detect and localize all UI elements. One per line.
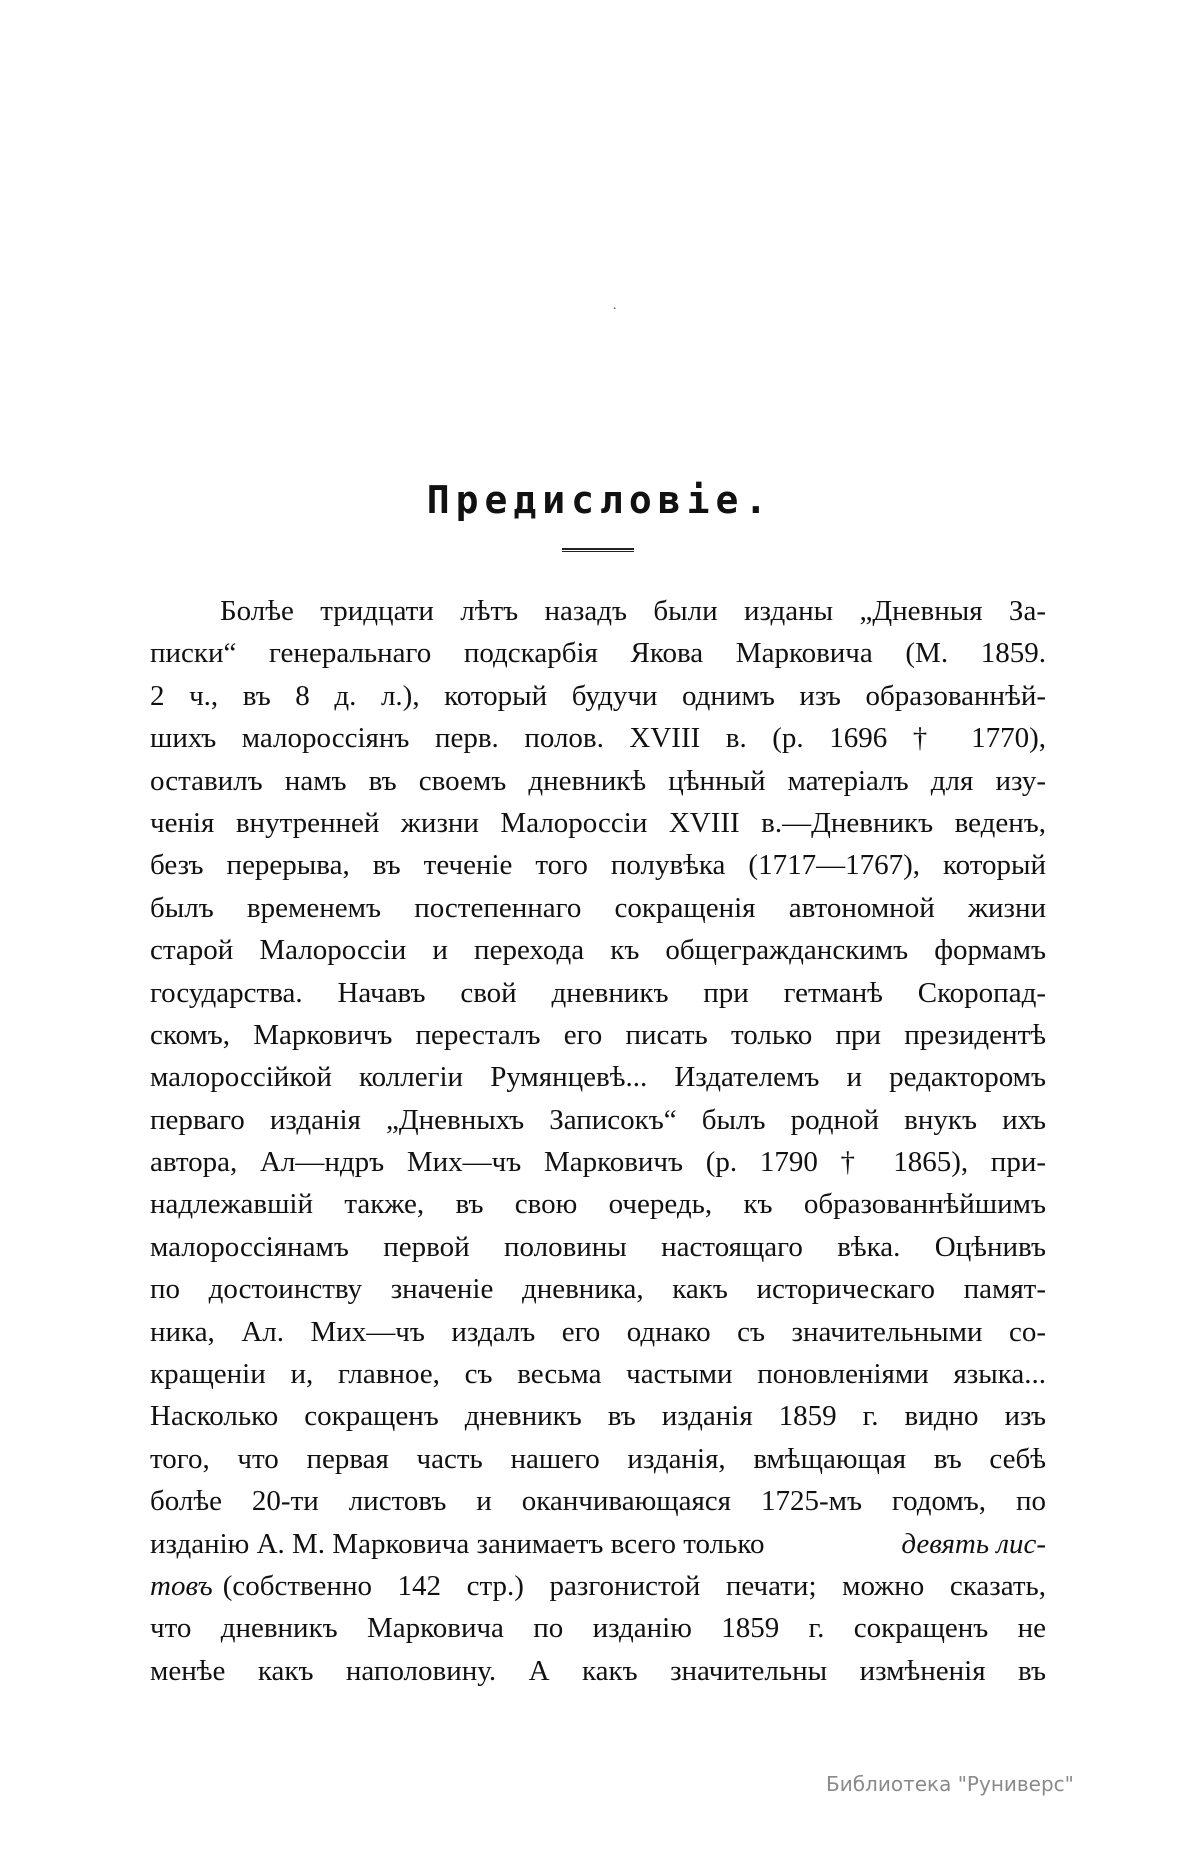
text-line: писки“ генеральнаго подскарбія Якова Марковича (М. 1859.	[150, 637, 1046, 670]
text-line: автора, Ал—ндръ Мих—чъ Марковичъ (р. 1790 † 1865), при-	[150, 1146, 1046, 1179]
library-watermark: Библиотека "Руниверс"	[826, 1772, 1074, 1796]
text-line: ченія внутренней жизни Малороссіи XVIII в.—Дневникъ веденъ,	[150, 806, 1046, 839]
text-line: малороссійкой коллегіи Румянцевѣ... Издателемъ и редакторомъ	[150, 1061, 1046, 1094]
text-line: Болѣе тридцати лѣтъ назадъ были изданы „Дневныя За-	[220, 595, 1046, 627]
text-line: ника, Ал. Мих—чъ издалъ его однако съ значительными со-	[150, 1315, 1046, 1348]
text-line: безъ перерыва, въ теченіе того полувѣка (1717—1767), который	[150, 849, 1046, 882]
text-line: малороссіянамъ первой половины настоящаго вѣка. Оцѣнивъ	[150, 1230, 1046, 1263]
text-line: старой Малороссіи и перехода къ общегражданскимъ формамъ	[150, 934, 1046, 967]
text-line: шихъ малороссіянъ перв. полов. XVIII в. (р. 1696 † 1770),	[150, 722, 1046, 755]
italic-phrase: товъ	[150, 1569, 213, 1602]
italic-phrase: девять лис-	[901, 1527, 1046, 1560]
text-line: кращеніи и, главное, съ весьма частыми поновленіями языка...	[150, 1358, 1046, 1391]
text-line: оставилъ намъ въ своемъ дневникѣ цѣнный матеріалъ для изу-	[150, 764, 1046, 797]
text-line: 2 ч., въ 8 д. л.), который будучи однимъ изъ образованнѣй-	[150, 679, 1046, 712]
text-line: что дневникъ Марковича по изданію 1859 г. сокращенъ не	[150, 1612, 1046, 1645]
text-line: менѣе какъ наполовину. А какъ значительны измѣненія въ	[150, 1654, 1046, 1687]
text-line: перваго изданія „Дневныхъ Записокъ“ былъ родной внукъ ихъ	[150, 1103, 1046, 1136]
stray-mark: ˙	[612, 305, 618, 322]
text-line: Насколько сокращенъ дневникъ въ изданія 1859 г. видно изъ	[150, 1400, 1046, 1433]
title-divider	[562, 548, 634, 552]
text-line: надлежавшій также, въ свою очередь, къ образованнѣйшимъ	[150, 1188, 1046, 1221]
text-line: былъ временемъ постепеннаго сокращенія автономной жизни	[150, 891, 1046, 924]
text-line: по достоинству значеніе дневника, какъ историческаго памят-	[150, 1273, 1046, 1306]
text-line: изданію А. М. Марковича занимаетъ всего только девять лис-	[150, 1523, 1046, 1565]
text-line: государства. Начавъ свой дневникъ при гетманѣ Скоропад-	[150, 976, 1046, 1009]
text-line: того, что первая часть нашего изданія, вмѣщающая въ себѣ	[150, 1442, 1046, 1475]
text-line: скомъ, Марковичъ пересталъ его писать только при президентѣ	[150, 1018, 1046, 1051]
body-text	[150, 590, 1046, 1692]
text-line: болѣе 20-ти листовъ и оканчивающаяся 1725-мъ годомъ, по	[150, 1485, 1046, 1518]
text-line: товъ (собственно 142 стр.) разгонистой печати; можно сказать,	[150, 1565, 1046, 1607]
page-title: Предисловіе.	[426, 478, 774, 522]
